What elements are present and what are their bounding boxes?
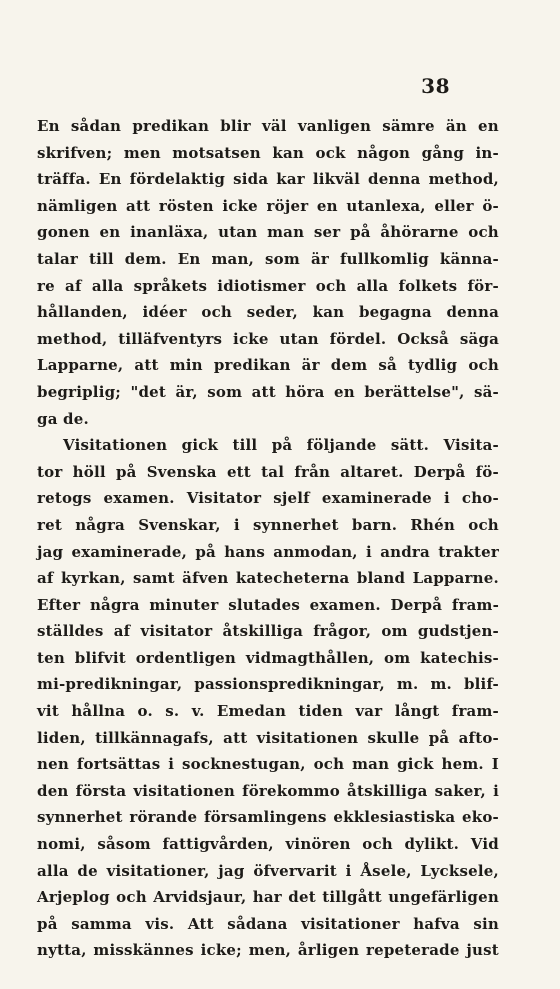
page-number: 38 [421,74,450,98]
text-line: retogs examen. Visitator sjelf examinerade i cho- [37,489,499,508]
text-line: Efter några minuter slutades examen. Derpå fram- [37,595,499,614]
text-line: gonen en inanläxa, utan man ser på åhörarne och [37,223,499,242]
text-line: jag examinerade, på hans anmodan, i andra trakter [37,542,499,561]
text-line: liden, tillkännagafs, att visitationen skulle på afto- [37,728,499,747]
text-line: ställdes af visitator åtskilliga frågor, om gudstjen- [37,622,499,641]
text-line: synnerhet rörande församlingens ekklesiastiska eko- [37,808,499,827]
text-line: träffa. En fördelaktig sida kar likväl denna method, [37,170,499,189]
text-line: En sådan predikan blir väl vanligen sämre än en [37,117,499,135]
text-line: nytta, misskännes icke; men, årligen repeterade just [37,941,499,960]
text-line: nen fortsättas i socknestugan, och man gick hem. I [37,755,499,774]
text-line: Visitationen gick till på följande sätt. Visita- [63,436,499,455]
text-line: Arjeplog och Arvidsjaur, har det tillgått ungefärligen [37,888,499,907]
text-line: nomi, såsom fattigvården, vinören och dylikt. Vid [37,835,499,854]
text-line: method, tilläfventyrs icke utan fördel. Också säga [37,329,499,348]
text-line: ret några Svenskar, i synnerhet barn. Rhén och [37,515,499,534]
body-text [37,113,499,964]
text-line: på samma vis. Att sådana visitationer hafva sin [37,914,499,933]
text-line: ga de. [37,409,89,428]
text-line: mi-predikningar, passionspredikningar, m. m. blif- [37,675,499,694]
text-line: alla de visitationer, jag öfvervarit i Åsele, Lycksele, [37,861,499,880]
text-line: den första visitationen förekommo åtskilliga saker, i [37,781,499,800]
text-line: vit hållna o. s. v. Emedan tiden var långt fram- [37,702,499,721]
text-line: nämligen att rösten icke röjer en utanlexa, eller ö- [37,196,499,215]
text-line: skrifven; men motsatsen kan ock någon gång in- [37,143,499,162]
text-line: begriplig; "det är, som att höra en berättelse", sä- [37,382,499,401]
text-line: re af alla språkets idiotismer och alla folkets för- [37,276,499,295]
text-line: tor höll på Svenska ett tal från altaret. Derpå fö- [37,462,499,481]
text-line: Lapparne, att min predikan är dem så tydlig och [37,356,499,375]
text-line: hållanden, idéer och seder, kan begagna denna [37,303,499,322]
text-line: af kyrkan, samt äfven katecheterna bland Lapparne. [37,569,499,588]
text-line: ten blifvit ordentligen vidmagthållen, om katechis- [37,648,499,667]
text-line: talar till dem. En man, som är fullkomlig känna- [37,249,499,268]
